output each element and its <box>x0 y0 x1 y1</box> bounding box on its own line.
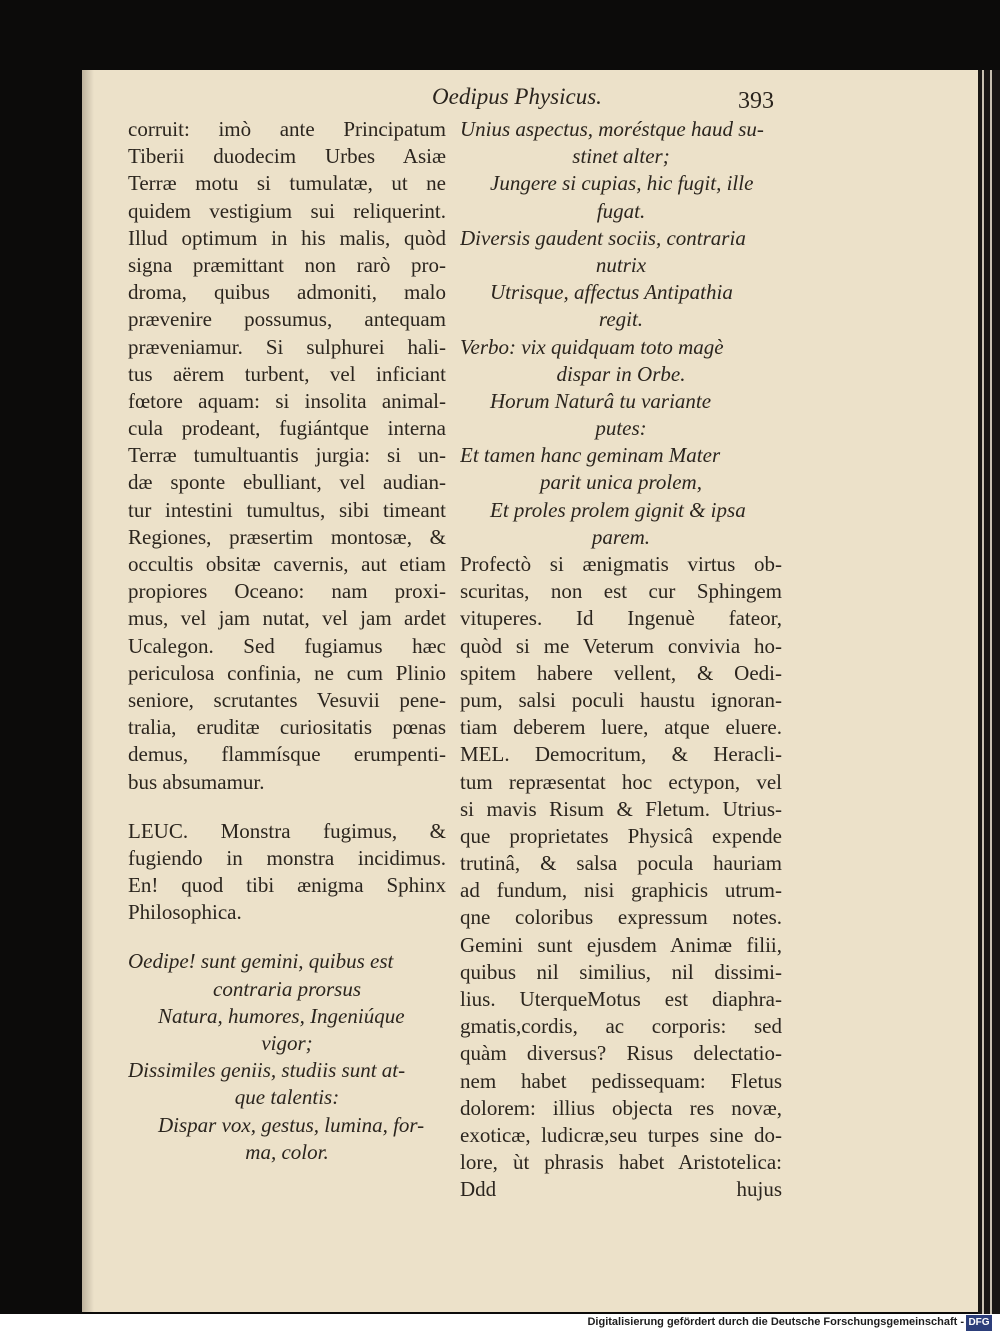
text-line: Regiones, præsertim montosæ, & <box>128 524 446 549</box>
text-line: ad fundum, nisi graphicis utrum- <box>460 878 782 903</box>
text-line: bus absumamur. <box>128 769 265 794</box>
verse-line: vigor; <box>261 1031 313 1055</box>
left-column <box>128 116 446 1166</box>
text-line: lius. UterqueMotus est diaphra- <box>460 987 782 1011</box>
verse-line: regit. <box>598 307 644 332</box>
paragraph-gap <box>128 796 446 818</box>
text-line: quòd si me Veterum convivia ho- <box>460 633 782 658</box>
text-line: præveniamur. Si sulphurei hali- <box>128 334 446 359</box>
text-line: MEL. Democritum, & Heracli- <box>460 742 782 767</box>
verse-line: nutrix <box>595 252 647 277</box>
text-line: gmatis,cordis, ac corporis: sed <box>460 1014 782 1039</box>
text-line: propiores Oceano: nam proxi- <box>128 579 446 604</box>
verse-line: Et proles prolem gignit & ipsa <box>490 497 746 522</box>
text-line: que proprietates Physicâ expende <box>460 823 782 848</box>
text-line: Illud optimum in his malis, quòd <box>128 225 446 250</box>
verse-line: putes: <box>595 416 647 441</box>
text-line: periculosa confinia, ne cum Plinio <box>128 660 446 685</box>
verse-line: Jungere si cupias, hic fugit, ille <box>490 171 754 196</box>
text-line: seniore, scrutantes Vesuvii pene- <box>128 687 446 712</box>
text-line: prævenire possumus, antequam <box>128 307 446 332</box>
signature-catchword-line <box>460 1176 782 1203</box>
text-line: mus, vel jam nutat, vel jam ardet <box>128 606 446 631</box>
text-line: trutinâ, & salsa pocula hauriam <box>460 851 782 876</box>
text-line: si mavis Risum & Fletum. Utrius- <box>460 796 782 821</box>
text-line: exoticæ, ludicræ,seu turpes sine do- <box>460 1122 782 1147</box>
text-line: Tiberii duodecim Urbes Asiæ <box>128 144 446 169</box>
page-edge-line <box>990 70 992 1314</box>
text-line: nem habet pedissequam: Fletus <box>460 1068 782 1093</box>
verse-line: ma, color. <box>245 1139 329 1164</box>
verse-line: dispar in Orbe. <box>556 361 686 386</box>
verse-line: Natura, humores, Ingeniúque <box>158 1003 405 1028</box>
text-line: tur intestini tumultus, sibi timeant <box>128 497 446 522</box>
verse-line: Dispar vox, gestus, lumina, for- <box>158 1112 425 1137</box>
text-line: Philosophica. <box>128 900 242 925</box>
text-line: signa præmittant non rarò pro- <box>128 252 446 277</box>
page-gutter-shadow <box>82 70 94 1312</box>
left-paragraph-1 <box>128 116 446 796</box>
verse-line: Unius aspectus, moréstque haud su- <box>460 117 764 141</box>
verse-line: Oedipe! sunt gemini, quibus est <box>128 949 394 974</box>
verse-line: Et tamen hanc geminam Mater <box>460 443 721 468</box>
text-line: corruit: imò ante Principatum <box>128 117 446 141</box>
text-line: Terræ motu si tumulatæ, ut ne <box>128 171 446 196</box>
text-line: pum, salsi poculi haustu ignoran- <box>460 687 782 712</box>
verse-line: Dissimiles geniis, studiis sunt at- <box>128 1058 406 1083</box>
verse-line: Utrisque, affectus Antipathia <box>490 280 733 305</box>
text-line: tiam deberem luere, atque eluere. <box>460 715 782 740</box>
text-line: spitem habere vellent, & Oedi- <box>460 660 782 685</box>
signature-mark: Ddd <box>460 1177 497 1202</box>
text-line: tum repræsentat hoc ectypon, vel <box>460 769 782 794</box>
text-line: LEUC. Monstra fugimus, & <box>128 818 446 843</box>
verse-line: parem. <box>591 524 651 549</box>
text-line: qne coloribus expressum notes. <box>460 905 782 930</box>
text-line: quàm diversus? Risus delectatio- <box>460 1041 782 1066</box>
text-line: fugiendo in monstra incidimus. <box>128 845 446 870</box>
page-edge-line <box>982 70 984 1314</box>
left-verse <box>128 948 446 1166</box>
text-line: En! quod tibi ænigma Sphinx <box>128 873 446 898</box>
text-line: cula prodeant, fugiántque interna <box>128 416 446 441</box>
verse-line: fugat. <box>596 198 646 223</box>
dfg-logo: DFG <box>966 1315 992 1331</box>
text-line: Terræ tumultuantis jurgia: si un- <box>128 443 446 468</box>
funding-notice: Digitalisierung gefördert durch die Deutsche Forschungsgemeinschaft - <box>587 1316 964 1328</box>
verse-line: parit unica prolem, <box>540 470 702 495</box>
verse-line: que talentis: <box>234 1085 340 1110</box>
text-line: fœtore aquam: si insolita animal- <box>128 388 446 413</box>
text-line: tus aërem turbent, vel inficiant <box>128 361 446 386</box>
verse-line: Diversis gaudent sociis, contraria <box>460 225 746 250</box>
text-line: scuritas, non est cur Sphingem <box>460 579 782 604</box>
right-verse <box>460 116 782 551</box>
right-column <box>460 116 782 1204</box>
page-header <box>82 80 978 120</box>
text-line: dæ sponte ebulliant, vel audian- <box>128 470 446 495</box>
right-paragraph <box>460 551 782 1176</box>
catchword: hujus <box>736 1177 782 1202</box>
text-line: Ucalegon. Sed fugiamus hæc <box>128 633 446 658</box>
verse-line: contraria prorsus <box>213 976 361 1001</box>
text-line: occultis obsitæ cavernis, aut etiam <box>128 552 446 576</box>
running-head: Oedipus Physicus. <box>432 84 602 109</box>
text-line: Gemini sunt ejusdem Animæ filii, <box>460 932 782 957</box>
text-line: quibus nil similius, nil dissimi- <box>460 959 782 984</box>
verse-line: Horum Naturâ tu variante <box>490 388 712 413</box>
left-paragraph-2 <box>128 818 446 927</box>
paragraph-gap <box>128 926 446 948</box>
verse-line: stinet alter; <box>572 144 670 169</box>
text-line: tralia, eruditæ curiositatis pœnas <box>128 715 446 740</box>
text-line: quidem vestigium sui reliquerint. <box>128 198 446 223</box>
text-line: droma, quibus admoniti, malo <box>128 280 446 305</box>
text-line: Profectò si ænigmatis virtus ob- <box>460 552 782 576</box>
text-line: dolorem: illius objecta res novæ, <box>460 1095 782 1120</box>
text-line: demus, flammísque erumpenti- <box>128 742 446 767</box>
text-line: vituperes. Id Ingenuè fateor, <box>460 606 782 631</box>
verse-line: Verbo: vix quidquam toto magè <box>460 334 724 359</box>
text-line: lore, ùt phrasis habet Aristotelica: <box>460 1150 782 1175</box>
page-number: 393 <box>738 88 774 114</box>
